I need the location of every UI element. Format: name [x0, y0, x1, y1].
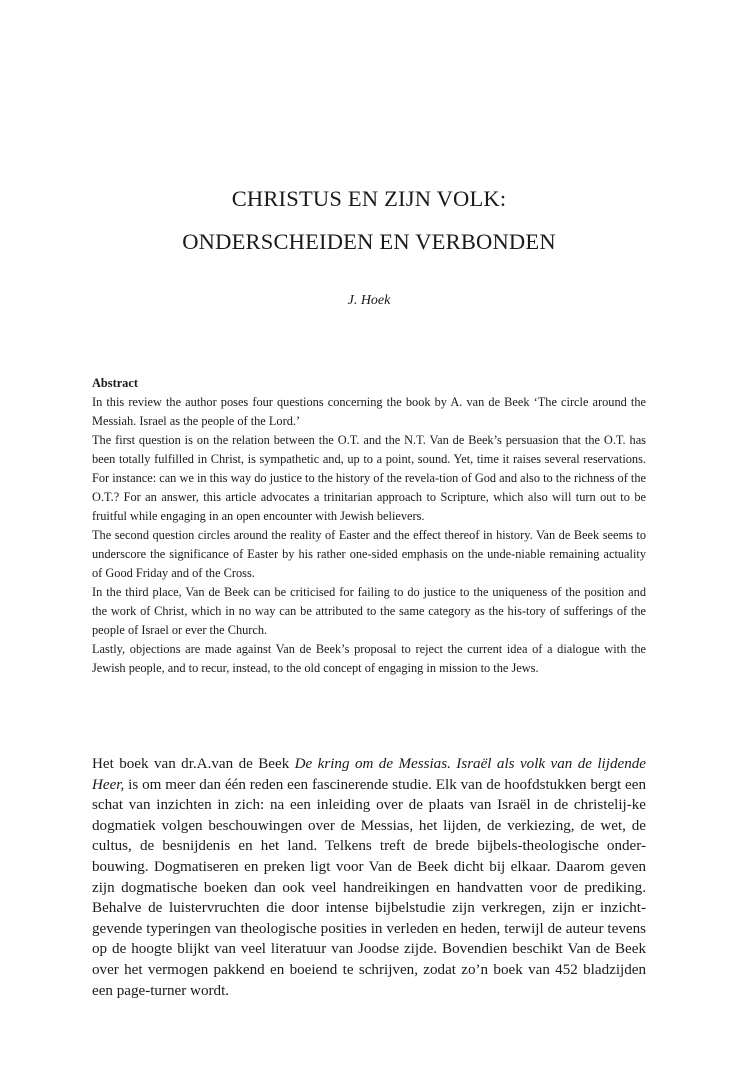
- article-title-line-1: CHRISTUS EN ZIJN VOLK:: [231, 186, 507, 211]
- body-paragraph: [92, 754, 646, 1001]
- article-author: J. Hoek: [347, 293, 391, 308]
- body-intro-text: Het boek van dr.A.van de Beek: [92, 756, 295, 772]
- body-continuation-text: is om meer dan één reden een fascinerende studie. Elk van de hoofdstukken bergt een schat van inzichten in zich: na een inleiding over de plaats van Israël in de christelij-ke dogmatiek volgen beschouwingen over de Messias, het lijden, de verkiezing, de wet, de cultus, de besnijdenis en het land. Telkens treft de brede bijbels-theologische onder-bouwing. Dogmatiseren en preken ligt voor Van de Beek dicht bij elkaar. Daarom geven zijn dogmatische boeken dan ook veel handreikingen en handvatten voor de prediking. Behalve de luistervruchten die door intense bijbelstudie zijn verkregen, zijn er inzicht-gevende typeringen van theologische posities in verleden en heden, terwijl de auteur tevens op de hoogte blijkt van veel literatuur van Joodse zijde. Bovendien beschikt Van de Beek over het vermogen pakkend en boeiend te schrijven, zodat zo’n boek van 452 bladzijden een page-turner wordt.: [92, 776, 646, 999]
- abstract-section: [92, 374, 646, 678]
- abstract-paragraph: In this review the author poses four questions concerning the book by A. van de Beek ‘The circle around the Messiah. Israel as the people of the Lord.’: [92, 395, 646, 428]
- article-title-line-2: ONDERSCHEIDEN EN VERBONDEN: [182, 229, 556, 254]
- book-title: De kring om de Messias. Israël als volk van de lijdende Heer,: [92, 756, 646, 793]
- abstract-paragraph: The first question is on the relation between the O.T. and the N.T. Van de Beek’s persuasion that the O.T. has been totally fulfilled in Christ, is sympathetic and, up to a point, sound. Yet, time it raises several reservations. For instance: can we in this way do justice to the history of the revela-tion of God and also to the richness of the O.T.? For an answer, this article advocates a trinitarian approach to Scripture, which also will turn out to be fruitful while engaging in an open encounter with Jewish believers.: [92, 433, 646, 523]
- abstract-paragraph: The second question circles around the reality of Easter and the effect thereof in history. Van de Beek seems to underscore the significance of Easter by his rather one-sided emphasis on the unde-niable remaining actuality of Good Friday and of the Cross.: [92, 528, 646, 580]
- abstract-paragraph: Lastly, objections are made against Van de Beek’s proposal to reject the current idea of a dialogue with the Jewish people, and to recur, instead, to the old concept of engaging in mission to the Jews.: [92, 642, 646, 675]
- abstract-paragraph: In the third place, Van de Beek can be criticised for failing to do justice to the uniqueness of the position and the work of Christ, which in no way can be attributed to the same category as the his-tory of sufferings of the people of Israel or ever the Church.: [92, 585, 646, 637]
- abstract-heading: Abstract: [92, 376, 138, 390]
